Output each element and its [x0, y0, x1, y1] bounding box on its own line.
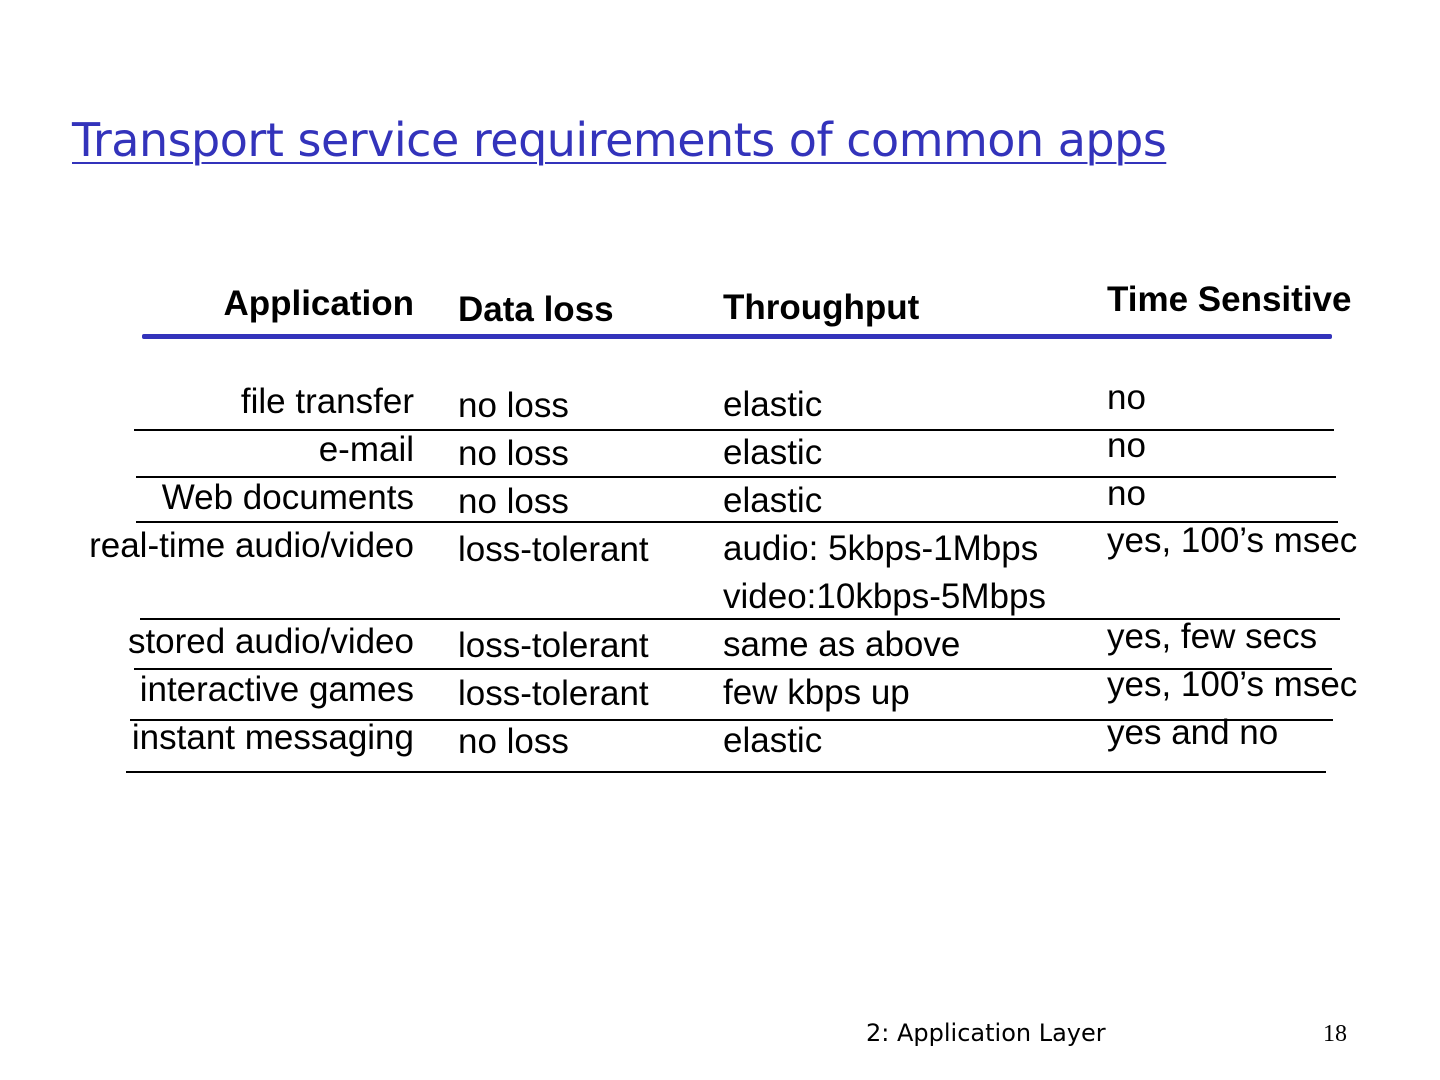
row-realtime-av-throughput: audio: 5kbps-1Mbps	[723, 529, 1039, 568]
row-instant-messaging-application: instant messaging	[131, 718, 414, 757]
header-time-sensitive: Time Sensitive	[1107, 280, 1352, 319]
row-realtime-av-time-sensitive: yes, 100’s msec	[1107, 521, 1358, 560]
row-email-time-sensitive: no	[1107, 426, 1146, 465]
row-interactive-games-data-loss: loss-tolerant	[458, 674, 649, 713]
row-web-documents-data-loss: no loss	[458, 482, 569, 521]
row-file-transfer-application: file transfer	[240, 382, 414, 421]
row-realtime-av-throughput-line2: video:10kbps-5Mbps	[723, 577, 1046, 616]
row-stored-av-time-sensitive: yes, few secs	[1107, 617, 1318, 656]
header-application: Application	[223, 284, 414, 323]
row-file-transfer-data-loss: no loss	[458, 386, 569, 425]
row-interactive-games-throughput: few kbps up	[723, 673, 910, 712]
row-email-data-loss: no loss	[458, 434, 569, 473]
page-number: 18	[1323, 1021, 1347, 1047]
row-web-documents-application: Web documents	[161, 478, 414, 517]
row-stored-av-throughput: same as above	[723, 625, 961, 664]
header-data-loss: Data loss	[458, 290, 614, 329]
row-realtime-av-data-loss: loss-tolerant	[458, 530, 649, 569]
row-instant-messaging-data-loss: no loss	[458, 722, 569, 761]
slide-title: Transport service requirements of common apps	[72, 113, 1167, 167]
row-file-transfer-throughput: elastic	[723, 385, 823, 424]
row-stored-av-data-loss: loss-tolerant	[458, 626, 649, 665]
row-interactive-games-time-sensitive: yes, 100’s msec	[1107, 665, 1358, 704]
row-realtime-av-application: real-time audio/video	[89, 526, 414, 565]
row-instant-messaging-throughput: elastic	[723, 721, 823, 760]
header-throughput: Throughput	[723, 288, 920, 327]
row-web-documents-time-sensitive: no	[1107, 474, 1146, 513]
row-divider	[126, 771, 1326, 773]
row-divider	[134, 429, 1334, 431]
row-stored-av-application: stored audio/video	[127, 622, 414, 661]
footer-label: 2: Application Layer	[866, 1019, 1106, 1047]
header-divider	[142, 334, 1332, 339]
row-email-throughput: elastic	[723, 433, 823, 472]
row-web-documents-throughput: elastic	[723, 481, 823, 520]
row-file-transfer-time-sensitive: no	[1107, 378, 1146, 417]
row-email-application: e-mail	[318, 430, 414, 469]
row-interactive-games-application: interactive games	[139, 670, 414, 709]
row-instant-messaging-time-sensitive: yes and no	[1107, 713, 1279, 752]
